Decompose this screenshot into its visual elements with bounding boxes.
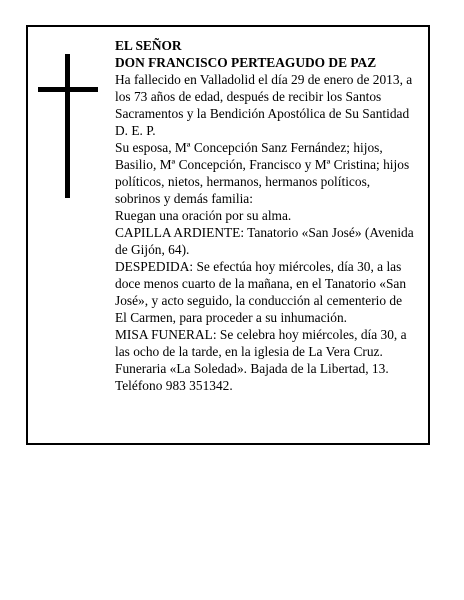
- cross-horizontal-bar: [38, 87, 98, 92]
- notice-body-line: Ha fallecido en Valladolid el día 29 de enero de 2013, a: [115, 72, 413, 87]
- notice-body-line: Ruegan una oración por su alma.: [115, 208, 292, 223]
- cross-vertical-bar: [65, 54, 70, 198]
- notice-body-line: Basilio, Mª Concepción, Francisco y Mª Cristina; hijos: [115, 157, 410, 172]
- notice-body-line: las ocho de la tarde, en la iglesia de La Vera Cruz.: [115, 344, 383, 359]
- notice-body-line: los 73 años de edad, después de recibir los Santos: [115, 89, 382, 104]
- notice-body-line: sobrinos y demás familia:: [115, 191, 253, 206]
- latin-cross-icon: [38, 54, 98, 198]
- notice-body-line: Su esposa, Mª Concepción Sanz Fernández; hijos,: [115, 140, 383, 155]
- notice-title-name: DON FRANCISCO PERTEAGUDO DE PAZ: [115, 55, 377, 70]
- notice-title-honorific: EL SEÑOR: [115, 38, 182, 53]
- notice-body-line: Funeraria «La Soledad». Bajada de la Libertad, 13.: [115, 361, 389, 376]
- notice-body-line: José», y acto seguido, la conducción al cementerio de: [115, 293, 403, 308]
- notice-body-line: doce menos cuarto de la mañana, en el Tanatorio «San: [115, 276, 407, 291]
- notice-body-line: Sacramentos y la Bendición Apostólica de Su Santidad: [115, 106, 410, 121]
- notice-body-line: de Gijón, 64).: [115, 242, 190, 257]
- notice-body-line: MISA FUNERAL: Se celebra hoy miércoles, día 30, a: [115, 327, 407, 342]
- notice-body-line: D. E. P.: [115, 123, 156, 138]
- notice-body-line: El Carmen, para proceder a su inhumación.: [115, 310, 348, 325]
- notice-body-line: DESPEDIDA: Se efectúa hoy miércoles, día 30, a las: [115, 259, 402, 274]
- notice-body-line: CAPILLA ARDIENTE: Tanatorio «San José» (Avenida: [115, 225, 414, 240]
- obituary-text: [115, 37, 427, 394]
- notice-body-line: políticos, nietos, hermanos, hermanos políticos,: [115, 174, 371, 189]
- notice-body-line: Teléfono 983 351342.: [115, 378, 233, 393]
